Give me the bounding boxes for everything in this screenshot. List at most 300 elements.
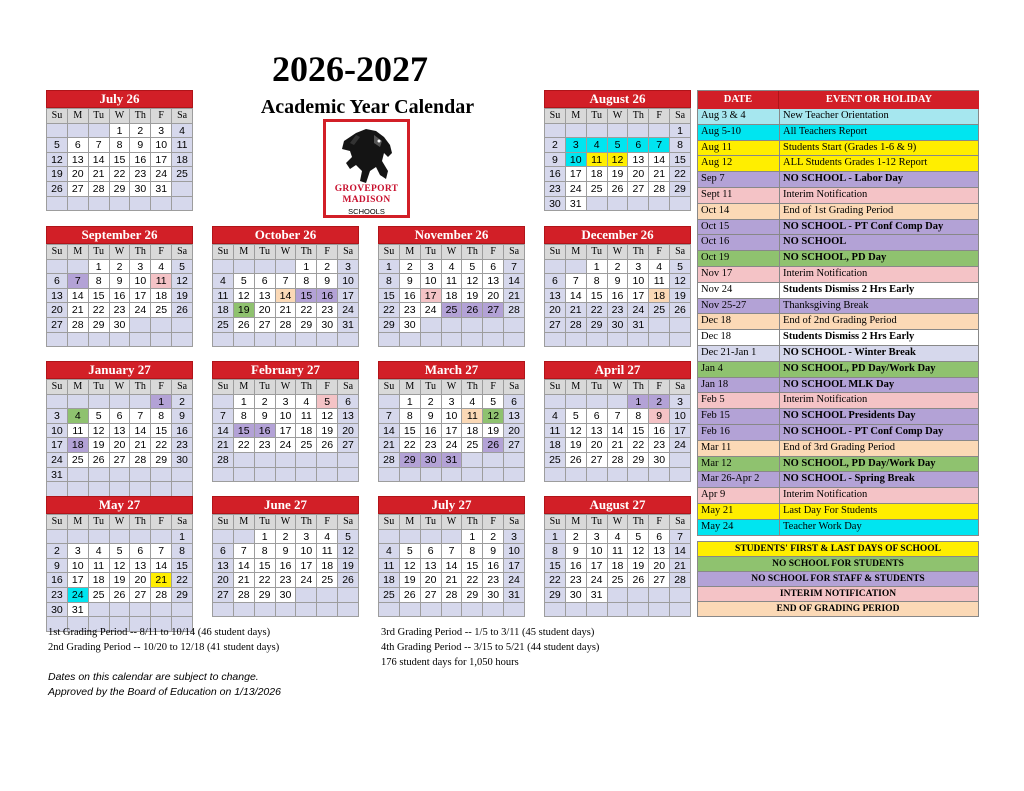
day-cell: 31 [566, 197, 587, 212]
month-calendar [544, 226, 691, 347]
empty-cell [234, 333, 255, 348]
day-cell: 24 [47, 453, 68, 468]
day-cell: 10 [338, 274, 359, 289]
empty-cell [89, 124, 110, 139]
empty-cell [89, 603, 110, 618]
empty-cell [608, 333, 629, 348]
day-cell: 23 [110, 303, 131, 318]
month-title: July 26 [46, 90, 193, 108]
day-cell: 29 [379, 318, 400, 333]
day-cell: 6 [504, 395, 525, 410]
day-cell: 2 [545, 138, 566, 153]
empty-cell [379, 468, 400, 483]
grading-notes-left [48, 625, 279, 655]
event-description: NO SCHOOL Presidents Day [783, 410, 916, 422]
day-cell: 26 [47, 182, 68, 197]
day-cell: 28 [442, 588, 463, 603]
empty-cell [110, 530, 131, 545]
empty-cell [151, 468, 172, 483]
day-cell: 2 [566, 530, 587, 545]
empty-cell [587, 603, 608, 618]
day-cell: 31 [628, 318, 649, 333]
empty-cell [504, 468, 525, 483]
day-cell: 31 [587, 588, 608, 603]
day-cell: 6 [483, 260, 504, 275]
day-cell: 14 [504, 274, 525, 289]
empty-cell [649, 603, 670, 618]
empty-cell [608, 395, 629, 410]
event-description: End of 1st Grading Period [783, 204, 894, 216]
day-cell: 25 [317, 573, 338, 588]
month-grid [378, 244, 525, 347]
day-cell: 7 [68, 274, 89, 289]
weekday-label: Su [545, 380, 566, 395]
day-cell: 19 [608, 167, 629, 182]
empty-cell [462, 318, 483, 333]
month-grid [212, 514, 359, 617]
day-cell: 2 [400, 260, 421, 275]
weekday-label: Tu [255, 380, 276, 395]
event-date: Oct 16 [698, 235, 780, 250]
day-cell: 24 [338, 303, 359, 318]
day-cell: 26 [110, 588, 131, 603]
event-date: Aug 12 [698, 156, 780, 171]
day-cell: 15 [110, 153, 131, 168]
day-cell: 29 [545, 588, 566, 603]
day-cell: 30 [400, 318, 421, 333]
day-cell: 29 [670, 182, 691, 197]
event-description: Interim Notification [783, 267, 868, 279]
day-cell: 4 [317, 530, 338, 545]
day-cell: 28 [379, 453, 400, 468]
day-cell: 21 [504, 289, 525, 304]
weekday-label: F [317, 380, 338, 395]
day-cell: 26 [400, 588, 421, 603]
day-cell: 15 [89, 289, 110, 304]
day-cell: 12 [462, 274, 483, 289]
weekday-label: Su [379, 515, 400, 530]
month-calendar [378, 361, 525, 482]
day-cell: 12 [338, 544, 359, 559]
day-cell: 17 [628, 289, 649, 304]
day-cell: 30 [172, 453, 193, 468]
empty-cell [628, 468, 649, 483]
day-cell: 11 [545, 424, 566, 439]
day-cell: 14 [130, 424, 151, 439]
weekday-label: Sa [670, 515, 691, 530]
empty-cell [566, 333, 587, 348]
day-cell: 30 [483, 588, 504, 603]
event-row [698, 267, 979, 283]
empty-cell [213, 333, 234, 348]
day-cell: 26 [462, 303, 483, 318]
day-cell: 28 [670, 573, 691, 588]
disclaimer-line: Approved by the Board of Education on 1/13/2026 [48, 686, 281, 698]
day-cell: 4 [213, 274, 234, 289]
day-cell: 4 [379, 544, 400, 559]
weekday-label: Su [545, 245, 566, 260]
day-cell: 15 [462, 559, 483, 574]
empty-cell [462, 468, 483, 483]
day-cell: 10 [296, 544, 317, 559]
day-cell: 4 [151, 260, 172, 275]
day-cell: 4 [608, 530, 629, 545]
day-cell: 10 [421, 274, 442, 289]
event-row [698, 472, 979, 488]
day-cell: 12 [483, 409, 504, 424]
day-cell: 22 [89, 303, 110, 318]
event-description: NO SCHOOL - PT Conf Comp Day [783, 425, 944, 437]
day-cell: 21 [234, 573, 255, 588]
empty-cell [649, 333, 670, 348]
event-row [698, 125, 979, 141]
day-cell: 28 [649, 182, 670, 197]
event-date: Oct 15 [698, 220, 780, 235]
weekday-label: W [442, 380, 463, 395]
day-cell: 9 [172, 409, 193, 424]
weekday-label: Tu [587, 380, 608, 395]
day-cell: 18 [213, 303, 234, 318]
event-row [698, 251, 979, 267]
empty-cell [442, 333, 463, 348]
day-cell: 3 [68, 544, 89, 559]
day-cell: 17 [338, 289, 359, 304]
weekday-label: Su [47, 515, 68, 530]
empty-cell [151, 603, 172, 618]
empty-cell [130, 603, 151, 618]
day-cell: 23 [400, 303, 421, 318]
empty-cell [462, 333, 483, 348]
weekday-label: F [151, 245, 172, 260]
day-cell: 18 [89, 573, 110, 588]
weekday-label: Sa [504, 245, 525, 260]
day-cell: 3 [587, 530, 608, 545]
day-cell: 28 [608, 453, 629, 468]
empty-cell [628, 124, 649, 139]
day-cell: 7 [276, 274, 297, 289]
day-cell: 22 [296, 303, 317, 318]
event-description: NO SCHOOL [783, 236, 847, 248]
day-cell: 12 [110, 559, 131, 574]
weekday-label: W [608, 380, 629, 395]
day-cell: 28 [130, 453, 151, 468]
empty-cell [276, 603, 297, 618]
empty-cell [89, 395, 110, 410]
empty-cell [379, 395, 400, 410]
empty-cell [545, 333, 566, 348]
empty-cell [587, 333, 608, 348]
day-cell: 26 [338, 573, 359, 588]
day-cell: 12 [317, 409, 338, 424]
day-cell: 28 [504, 303, 525, 318]
day-cell: 9 [608, 274, 629, 289]
day-cell: 2 [276, 530, 297, 545]
day-cell: 9 [255, 409, 276, 424]
empty-cell [68, 530, 89, 545]
day-cell: 20 [338, 424, 359, 439]
event-row [698, 504, 979, 520]
day-cell: 23 [276, 573, 297, 588]
month-calendar [46, 226, 193, 347]
day-cell: 21 [213, 438, 234, 453]
event-row [698, 441, 979, 457]
weekday-label: F [649, 380, 670, 395]
empty-cell [255, 333, 276, 348]
day-cell: 30 [110, 318, 131, 333]
empty-cell [296, 333, 317, 348]
day-cell: 21 [649, 167, 670, 182]
day-cell: 29 [89, 318, 110, 333]
day-cell: 21 [670, 559, 691, 574]
event-row [698, 409, 979, 425]
day-cell: 12 [89, 424, 110, 439]
empty-cell [68, 468, 89, 483]
day-cell: 5 [483, 395, 504, 410]
empty-cell [213, 603, 234, 618]
day-cell: 16 [608, 289, 629, 304]
day-cell: 3 [566, 138, 587, 153]
day-cell: 14 [608, 424, 629, 439]
event-date: Nov 17 [698, 267, 780, 282]
month-calendar [544, 361, 691, 482]
day-cell: 15 [379, 289, 400, 304]
day-cell: 26 [89, 453, 110, 468]
empty-cell [234, 260, 255, 275]
day-cell: 14 [649, 153, 670, 168]
month-calendar [212, 226, 359, 347]
empty-cell [670, 197, 691, 212]
empty-cell [338, 588, 359, 603]
event-date: Dec 18 [698, 330, 780, 345]
empty-cell [338, 603, 359, 618]
day-cell: 18 [649, 289, 670, 304]
day-cell: 22 [462, 573, 483, 588]
weekday-label: M [68, 109, 89, 124]
weekday-label: M [68, 515, 89, 530]
month-title: April 27 [544, 361, 691, 379]
day-cell: 7 [442, 544, 463, 559]
empty-cell [276, 260, 297, 275]
weekday-label: F [151, 515, 172, 530]
day-cell: 1 [628, 395, 649, 410]
day-cell: 12 [172, 274, 193, 289]
event-row [698, 235, 979, 251]
month-grid [544, 108, 691, 211]
empty-cell [130, 333, 151, 348]
day-cell: 7 [608, 409, 629, 424]
empty-cell [255, 260, 276, 275]
empty-cell [608, 197, 629, 212]
day-cell: 1 [587, 260, 608, 275]
event-date: Oct 14 [698, 204, 780, 219]
day-cell: 24 [504, 573, 525, 588]
day-cell: 15 [628, 424, 649, 439]
day-cell: 1 [670, 124, 691, 139]
day-cell: 29 [587, 318, 608, 333]
day-cell: 16 [400, 289, 421, 304]
empty-cell [504, 333, 525, 348]
empty-cell [608, 468, 629, 483]
weekday-label: Th [130, 515, 151, 530]
day-cell: 9 [400, 274, 421, 289]
empty-cell [483, 468, 504, 483]
day-cell: 2 [255, 395, 276, 410]
day-cell: 24 [296, 573, 317, 588]
event-description: NO SCHOOL MLK Day [783, 378, 895, 390]
empty-cell [130, 530, 151, 545]
day-cell: 14 [566, 289, 587, 304]
event-row [698, 330, 979, 346]
date-column-header: DATE [698, 91, 779, 109]
day-cell: 26 [317, 438, 338, 453]
day-cell: 8 [255, 544, 276, 559]
weekday-label: Tu [89, 515, 110, 530]
day-cell: 28 [566, 318, 587, 333]
day-cell: 24 [628, 303, 649, 318]
legend-item: STUDENTS' FIRST & LAST DAYS OF SCHOOL [698, 542, 979, 557]
day-cell: 5 [89, 409, 110, 424]
event-date: Jan 18 [698, 378, 780, 393]
empty-cell [130, 482, 151, 497]
event-date: Aug 3 & 4 [698, 109, 780, 124]
empty-cell [47, 124, 68, 139]
day-cell: 3 [151, 124, 172, 139]
month-title: August 27 [544, 496, 691, 514]
weekday-label: Sa [670, 109, 691, 124]
day-cell: 15 [400, 424, 421, 439]
month-grid [378, 514, 525, 617]
event-description: NO SCHOOL - Spring Break [783, 473, 915, 485]
day-cell: 4 [462, 395, 483, 410]
weekday-label: M [68, 380, 89, 395]
empty-cell [68, 124, 89, 139]
day-cell: 1 [255, 530, 276, 545]
legend-item: END OF GRADING PERIOD [698, 602, 979, 617]
event-row [698, 378, 979, 394]
note-line: 1st Grading Period -- 8/11 to 10/14 (46 student days) [48, 627, 271, 638]
day-cell: 23 [47, 588, 68, 603]
empty-cell [483, 318, 504, 333]
day-cell: 27 [587, 453, 608, 468]
day-cell: 16 [276, 559, 297, 574]
day-cell: 13 [628, 153, 649, 168]
day-cell: 25 [442, 303, 463, 318]
empty-cell [151, 482, 172, 497]
empty-cell [89, 197, 110, 212]
empty-cell [172, 182, 193, 197]
day-cell: 23 [545, 182, 566, 197]
day-cell: 13 [504, 409, 525, 424]
day-cell: 20 [545, 303, 566, 318]
day-cell: 8 [172, 544, 193, 559]
empty-cell [421, 603, 442, 618]
weekday-label: Su [379, 245, 400, 260]
empty-cell [566, 260, 587, 275]
event-description: New Teacher Orientation [783, 110, 889, 121]
day-cell: 23 [255, 438, 276, 453]
day-cell: 10 [628, 274, 649, 289]
empty-cell [151, 197, 172, 212]
event-description: End of 3rd Grading Period [783, 441, 895, 453]
event-description: NO SCHOOL - PT Conf Comp Day [783, 220, 944, 232]
event-row [698, 520, 979, 536]
day-cell: 10 [442, 409, 463, 424]
day-cell: 29 [628, 453, 649, 468]
day-cell: 5 [462, 260, 483, 275]
day-cell: 5 [317, 395, 338, 410]
logo-text-line1: GROVEPORT [334, 184, 399, 194]
event-row [698, 314, 979, 330]
day-cell: 10 [566, 153, 587, 168]
day-cell: 2 [110, 260, 131, 275]
event-row [698, 393, 979, 409]
event-date: May 21 [698, 504, 780, 519]
day-cell: 15 [587, 289, 608, 304]
day-cell: 5 [172, 260, 193, 275]
note-line: 176 student days for 1,050 hours [381, 657, 519, 668]
empty-cell [110, 395, 131, 410]
empty-cell [628, 197, 649, 212]
day-cell: 16 [110, 289, 131, 304]
weekday-label: Sa [172, 515, 193, 530]
day-cell: 9 [545, 153, 566, 168]
day-cell: 8 [89, 274, 110, 289]
month-grid [544, 514, 691, 617]
empty-cell [110, 468, 131, 483]
day-cell: 27 [255, 318, 276, 333]
weekday-label: F [483, 380, 504, 395]
day-cell: 21 [276, 303, 297, 318]
empty-cell [628, 588, 649, 603]
day-cell: 20 [255, 303, 276, 318]
weekday-label: Th [628, 380, 649, 395]
event-description: All Teachers Report [783, 125, 868, 137]
empty-cell [566, 124, 587, 139]
weekday-label: W [110, 109, 131, 124]
weekday-label: Su [213, 515, 234, 530]
month-grid [544, 379, 691, 482]
empty-cell [110, 197, 131, 212]
event-date: Feb 16 [698, 425, 780, 440]
empty-cell [130, 395, 151, 410]
day-cell: 26 [483, 438, 504, 453]
day-cell: 8 [379, 274, 400, 289]
empty-cell [172, 197, 193, 212]
weekday-label: Sa [670, 245, 691, 260]
weekday-label: M [234, 245, 255, 260]
day-cell: 7 [504, 260, 525, 275]
empty-cell [566, 603, 587, 618]
empty-cell [400, 333, 421, 348]
empty-cell [213, 468, 234, 483]
empty-cell [317, 468, 338, 483]
day-cell: 30 [566, 588, 587, 603]
day-cell: 19 [566, 438, 587, 453]
empty-cell [628, 333, 649, 348]
event-description: NO SCHOOL - Labor Day [783, 173, 903, 185]
day-cell: 19 [110, 573, 131, 588]
empty-cell [649, 124, 670, 139]
day-cell: 27 [338, 438, 359, 453]
weekday-label: Sa [504, 380, 525, 395]
day-cell: 14 [151, 559, 172, 574]
event-row [698, 204, 979, 220]
day-cell: 10 [130, 274, 151, 289]
day-cell: 11 [317, 544, 338, 559]
empty-cell [587, 395, 608, 410]
weekday-label: Tu [587, 245, 608, 260]
day-cell: 17 [151, 153, 172, 168]
